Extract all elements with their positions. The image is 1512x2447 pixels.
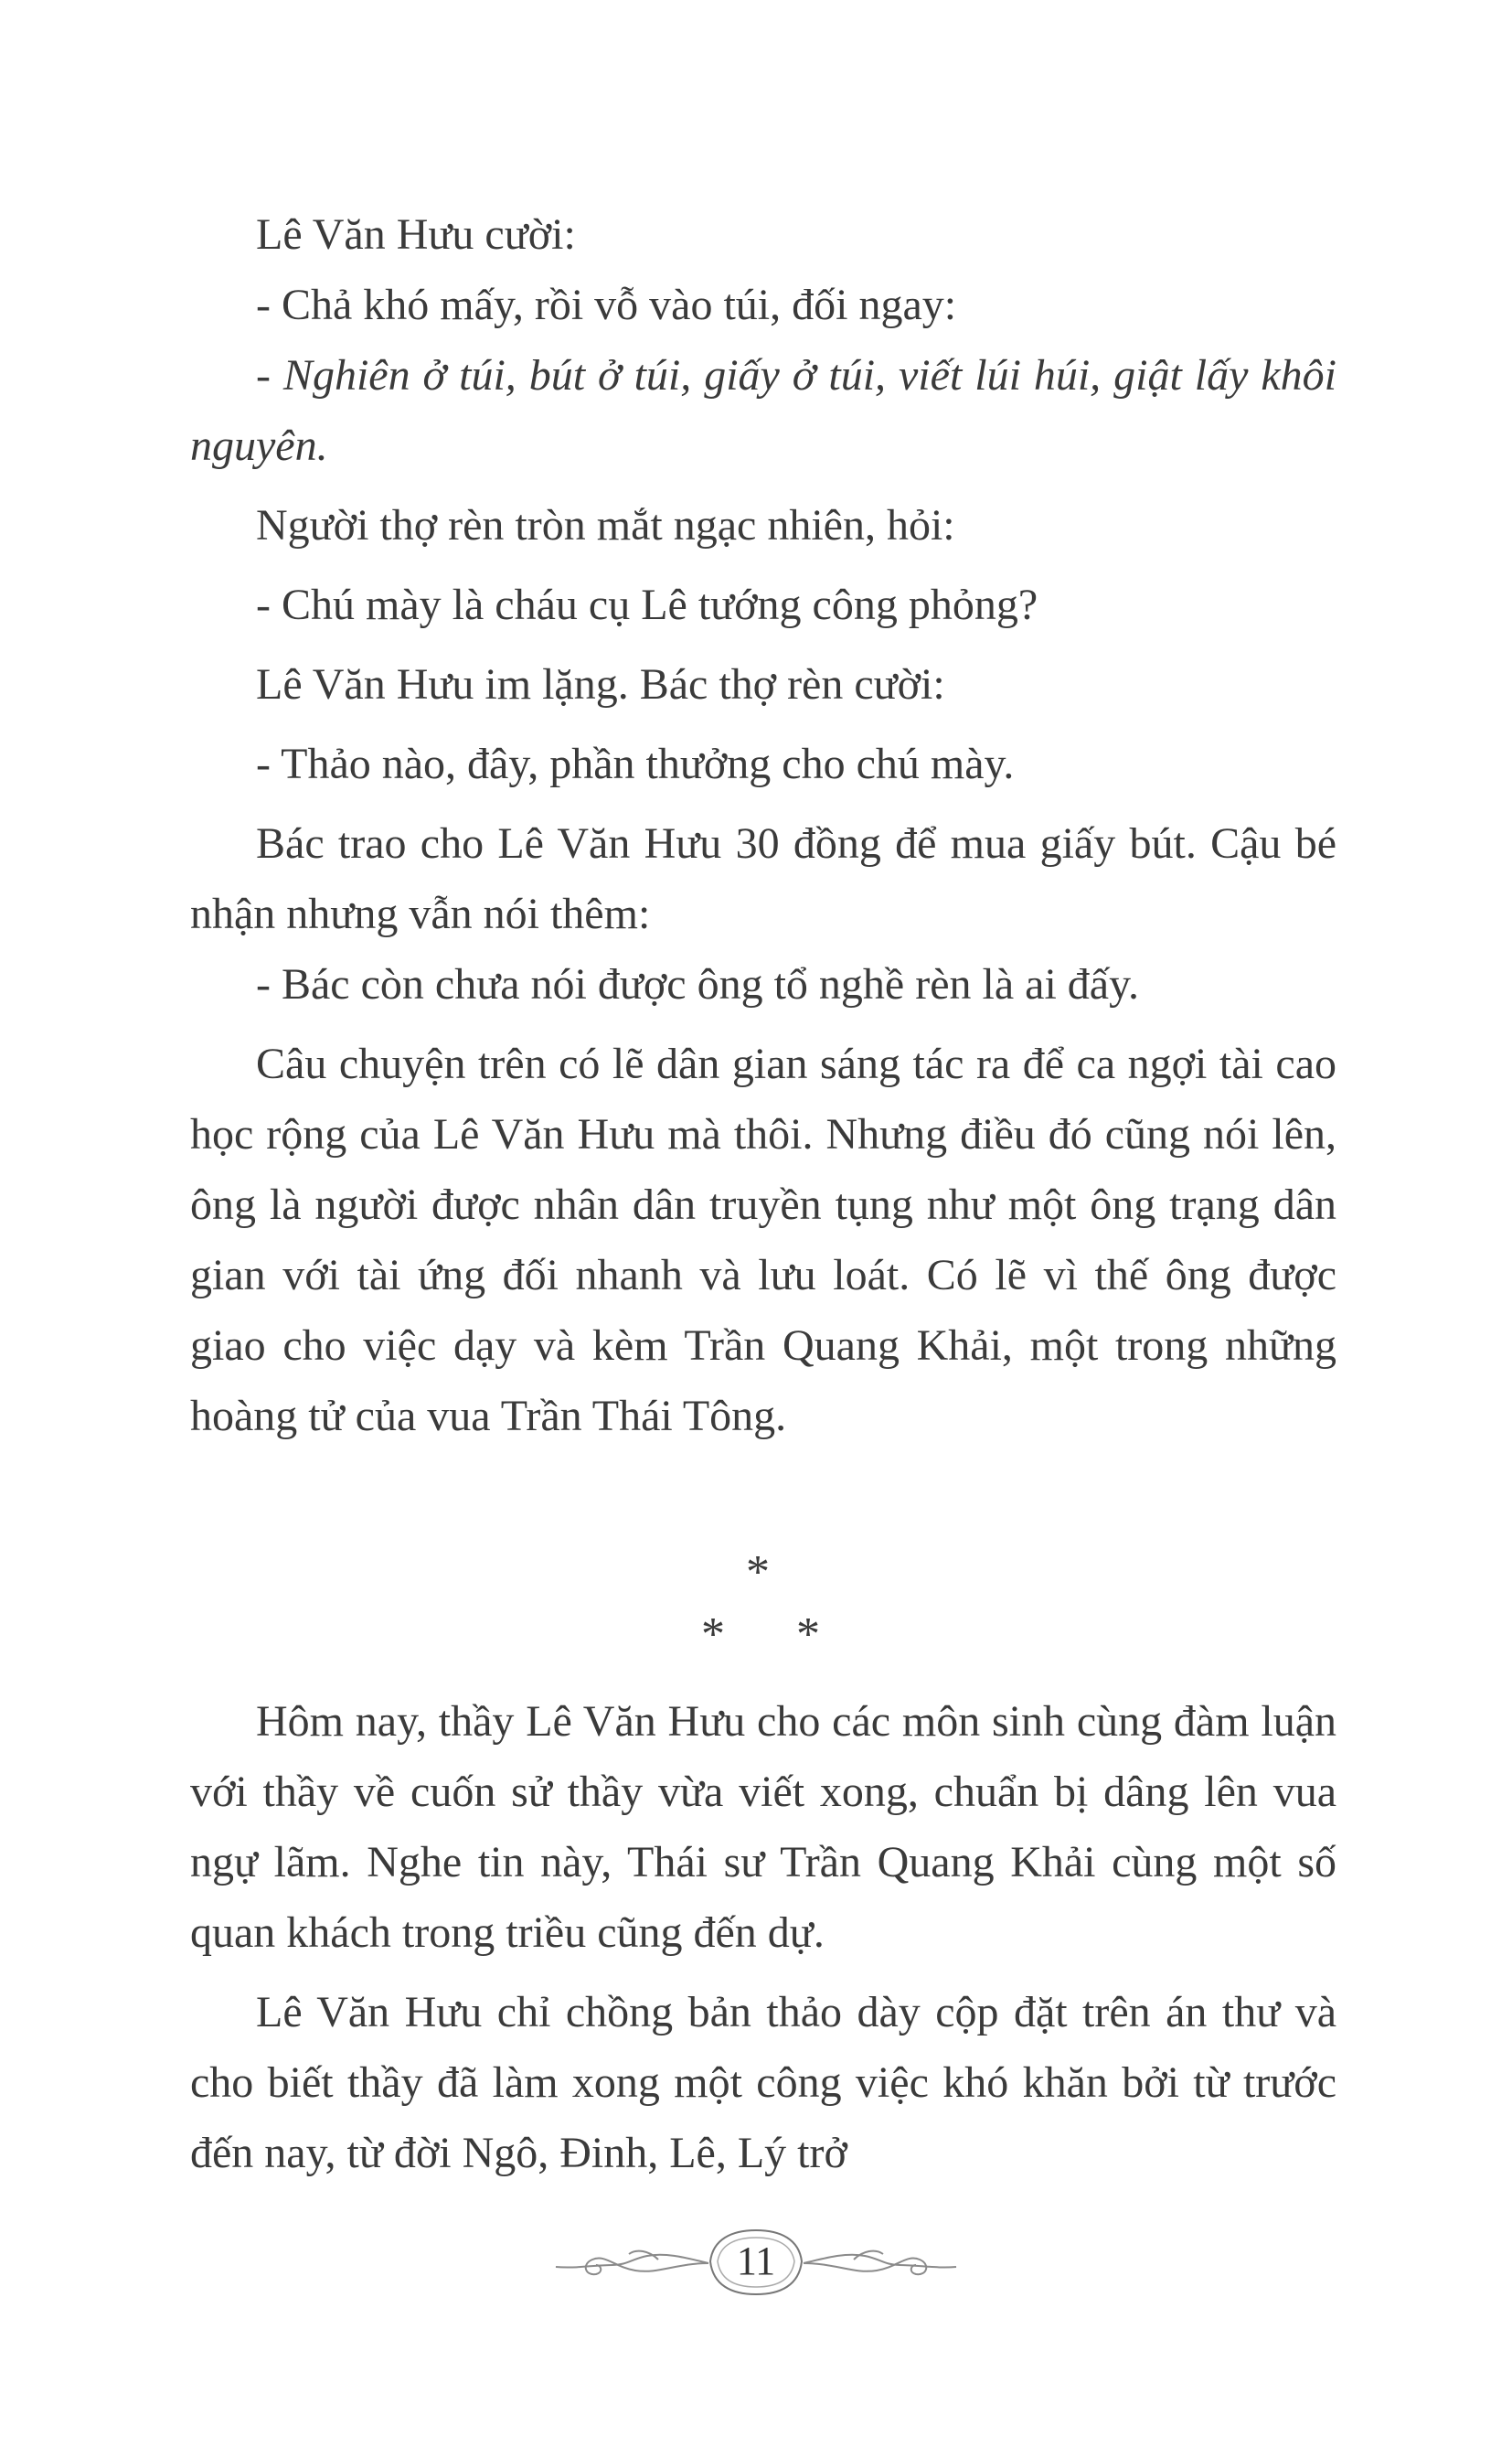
separator-star: *	[701, 1608, 725, 1661]
body-text-bottom	[190, 1686, 1336, 2188]
separator-star: *	[796, 1608, 820, 1661]
paragraph: Lê Văn Hưu chỉ chồng bản thảo dày cộp đặt trên án thư và cho biết thầy đã làm xong một công việc khó khăn bởi từ trước đến nay, từ đời Ngô, Đinh, Lê, Lý trở	[190, 1988, 1336, 2177]
paragraph: Bác trao cho Lê Văn Hưu 30 đồng để mua giấy bút. Cậu bé nhận nhưng vẫn nói thêm:	[190, 819, 1336, 938]
body-text-top	[190, 199, 1336, 1451]
paragraph: Lê Văn Hưu cười:	[256, 210, 576, 259]
paragraph: Người thợ rèn tròn mắt ngạc nhiên, hỏi:	[256, 501, 955, 550]
separator-star: *	[746, 1546, 770, 1598]
paragraph: - Chú mày là cháu cụ Lê tướng công phỏng?	[256, 581, 1038, 629]
paragraph: - Bác còn chưa nói được ông tổ nghề rèn là ai đấy.	[256, 960, 1139, 1009]
page-footer	[548, 2217, 964, 2309]
paragraph: Lê Văn Hưu im lặng. Bác thợ rèn cười:	[256, 660, 945, 709]
paragraph: - Nghiên ở túi, bút ở túi, giấy ở túi, viết lúi húi, giật lấy khôi nguyên.	[190, 351, 1336, 470]
paragraph: Câu chuyện trên có lẽ dân gian sáng tác ra để ca ngợi tài cao học rộng của Lê Văn Hưu mà thôi. Nhưng điều đó cũng nói lên, ông là người được nhân dân truyền tụng như một ông trạng dân gian với tài ứng đối nhanh và lưu loát. Có lẽ vì thế ông được giao cho việc dạy và kèm Trần Quang Khải, một trong những hoàng tử của vua Trần Thái Tông.	[190, 1040, 1336, 1440]
paragraph: Hôm nay, thầy Lê Văn Hưu cho các môn sinh cùng đàm luận với thầy về cuốn sử thầy vừa viết xong, chuẩn bị dâng lên vua ngự lãm. Nghe tin này, Thái sư Trần Quang Khải cùng một số quan khách trong triều cũng đến dự.	[190, 1697, 1336, 1957]
paragraph: - Thảo nào, đây, phần thưởng cho chú mày.	[256, 740, 1015, 788]
paragraph: - Chả khó mấy, rồi vỗ vào túi, đối ngay:	[256, 281, 957, 329]
page-number: 11	[736, 2239, 776, 2283]
